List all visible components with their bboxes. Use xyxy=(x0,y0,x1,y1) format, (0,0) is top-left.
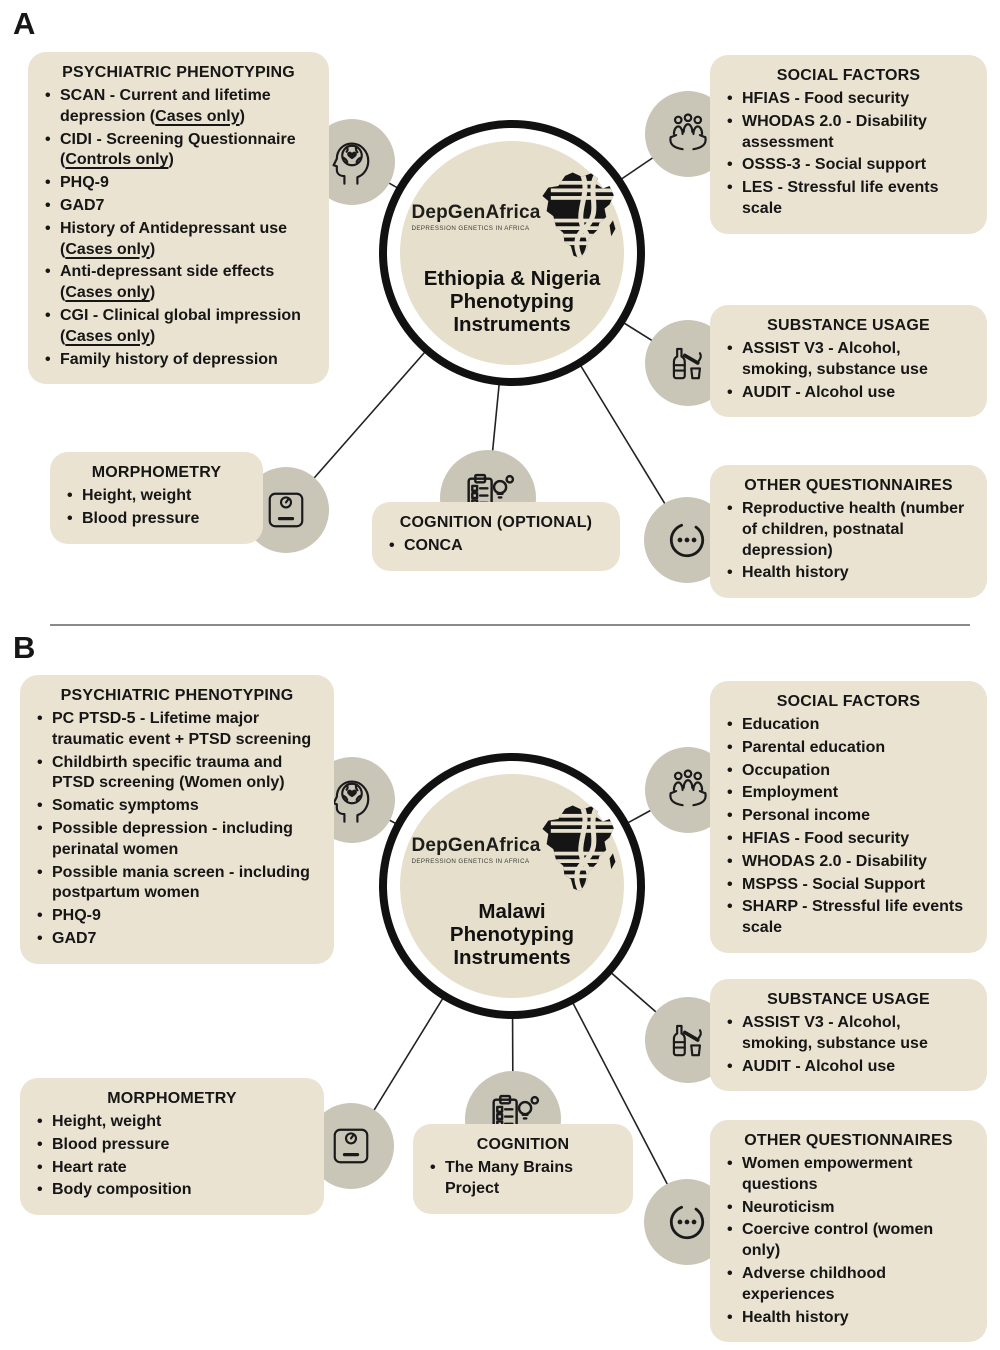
depgenafrica-logo xyxy=(405,803,618,897)
ellipsis-icon xyxy=(661,514,713,566)
box-heading: COGNITION xyxy=(476,1136,570,1153)
africa-dna-icon xyxy=(533,170,619,264)
weighing-scale-icon xyxy=(260,484,312,536)
box-heading: OTHER QUESTIONNAIRES xyxy=(744,477,953,494)
morphometry-box-b xyxy=(20,1078,324,1215)
ellipsis-icon xyxy=(661,1196,713,1248)
box-items: • Women empowerment questions • Neuroticism • Coercive control (women only) • Adverse childhood experiences • Health history xyxy=(723,1154,974,1328)
brand-subtitle: DEPRESSION GENETICS IN AFRICA xyxy=(411,857,530,865)
psychiatric-phenotyping-box-b xyxy=(20,675,334,964)
panel-divider xyxy=(50,624,970,626)
box-items: • The Many Brains Project xyxy=(426,1158,620,1200)
box-heading: SUBSTANCE USAGE xyxy=(767,991,930,1008)
box-items: • Height, weight • Blood pressure • Heart rate • Body composition xyxy=(33,1112,311,1201)
hub-ethiopia-nigeria xyxy=(379,120,645,386)
cognition-box-b xyxy=(413,1124,633,1214)
substance-usage-box-b xyxy=(710,979,987,1091)
box-heading: SOCIAL FACTORS xyxy=(776,67,921,84)
box-items: • Education • Parental education • Occupation • Employment • Personal income • HFIAS - Food security • WHODAS 2.0 - Disability • MSPSS - Social Support • SHARP - Stressful life events scale xyxy=(723,715,974,939)
panel-label-a: A xyxy=(13,6,36,41)
hub-title: Ethiopia & Nigeria Phenotyping Instruments xyxy=(423,266,601,337)
box-heading: SUBSTANCE USAGE xyxy=(767,317,930,334)
weighing-scale-icon xyxy=(325,1120,377,1172)
hub-title: Malawi Phenotyping Instruments xyxy=(449,899,575,970)
hub-inner xyxy=(400,141,624,365)
cognition-box-a xyxy=(372,502,620,571)
africa-dna-icon xyxy=(533,803,619,897)
psychiatric-phenotyping-box-a xyxy=(28,52,329,384)
box-items: • HFIAS - Food security • WHODAS 2.0 - Disability assessment • OSSS-3 - Social support • LES - Stressful life events scale xyxy=(723,89,974,220)
depgenafrica-logo xyxy=(405,170,618,264)
brand-name: DepGenAfrica xyxy=(411,201,541,223)
box-items: • CONCA xyxy=(385,536,607,557)
other-questionnaires-box-a xyxy=(710,465,987,598)
other-questionnaires-box-b xyxy=(710,1120,987,1342)
box-heading: OTHER QUESTIONNAIRES xyxy=(744,1132,953,1149)
alcohol-smoking-icon xyxy=(662,337,714,389)
box-items: • SCAN - Current and lifetime depression (Cases only) • CIDI - Screening Questionnaire (Controls only) • PHQ-9 • GAD7 • History of Antidepressant use (Cases only) • Anti-depressant side effects (Cases only) • CGI - Clinical global impression (Cases only) • Family history of depression xyxy=(41,86,316,370)
box-items: • Reproductive health (number of children, postnatal depression) • Health history xyxy=(723,499,974,584)
box-items: • ASSIST V3 - Alcohol, smoking, substance use • AUDIT - Alcohol use xyxy=(723,339,974,403)
box-heading: SOCIAL FACTORS xyxy=(776,693,921,710)
panel-label-b: B xyxy=(13,630,36,665)
substance-usage-box-a xyxy=(710,305,987,417)
hub-malawi xyxy=(379,753,645,1019)
brand-subtitle: DEPRESSION GENETICS IN AFRICA xyxy=(411,224,530,232)
brand-name: DepGenAfrica xyxy=(411,834,541,856)
box-items: • PC PTSD-5 - Lifetime major traumatic event + PTSD screening • Childbirth specific trauma and PTSD screening (Women only) • Somatic symptoms • Possible depression - including perinatal women • Possible mania screen - including postpartum women • PHQ-9 • GAD7 xyxy=(33,709,321,950)
social-factors-box-b xyxy=(710,681,987,953)
box-heading: PSYCHIATRIC PHENOTYPING xyxy=(60,687,294,704)
box-items: • ASSIST V3 - Alcohol, smoking, substance use • AUDIT - Alcohol use xyxy=(723,1013,974,1077)
hub-inner xyxy=(400,774,624,998)
morphometry-box-a xyxy=(50,452,263,544)
box-heading: COGNITION (OPTIONAL) xyxy=(399,514,593,531)
hands-people-icon xyxy=(662,108,714,160)
alcohol-smoking-icon xyxy=(662,1014,714,1066)
hands-people-icon xyxy=(662,764,714,816)
box-items: • Height, weight • Blood pressure xyxy=(63,486,250,530)
box-heading: MORPHOMETRY xyxy=(107,1090,237,1107)
box-heading: PSYCHIATRIC PHENOTYPING xyxy=(62,64,295,81)
social-factors-box-a xyxy=(710,55,987,234)
head-brain-icon xyxy=(326,136,378,188)
box-heading: MORPHOMETRY xyxy=(91,464,222,481)
